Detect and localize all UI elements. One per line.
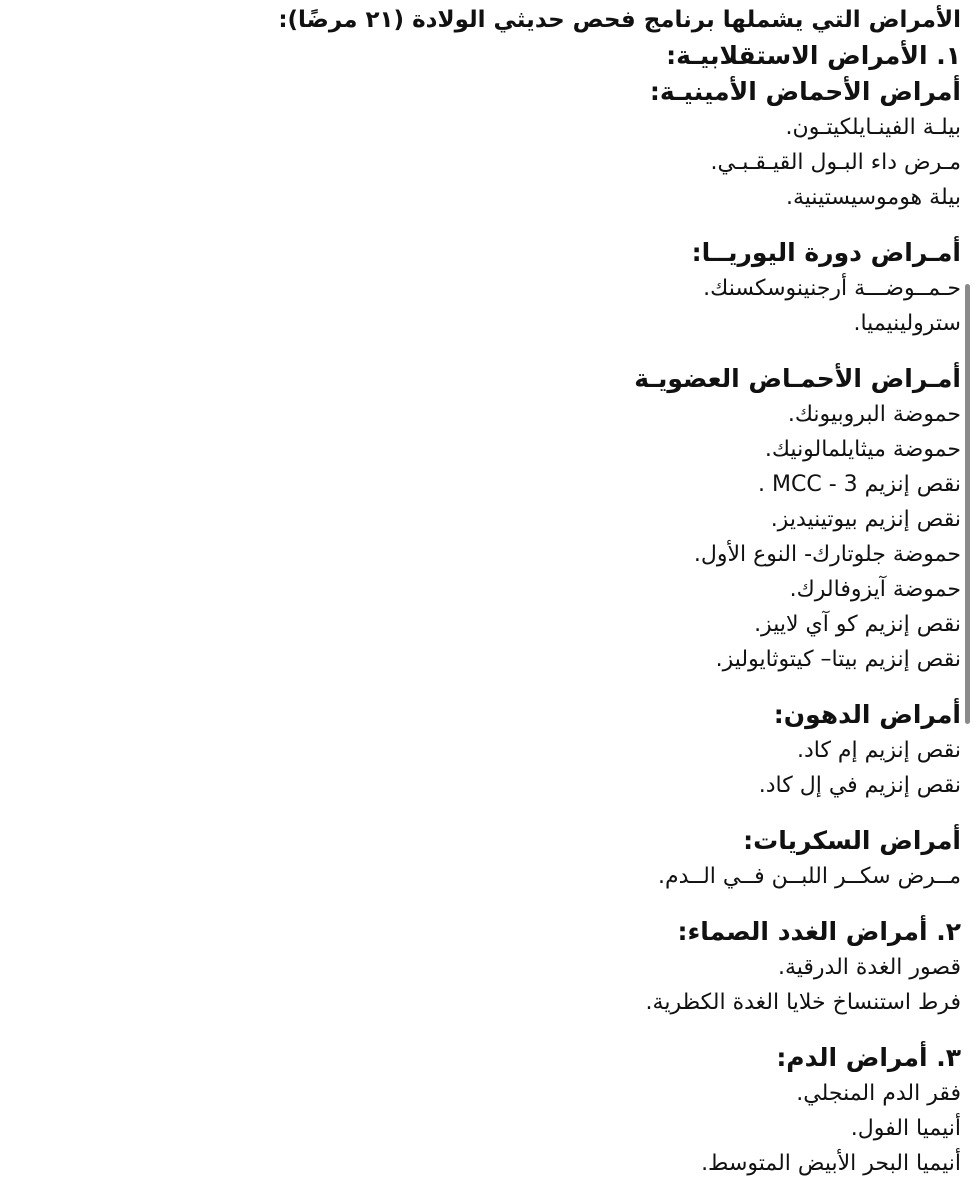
fats-heading: أمراض الدهون: [773,700,961,729]
list-item: قصور الغدة الدرقية. [777,955,961,980]
blood-heading: ٣. أمراض الدم: [776,1043,961,1072]
amino-acids-heading: أمراض الأحماض الأمينيـة: [649,77,961,106]
list-item: فقر الدم المنجلي. [796,1081,961,1106]
fats-group [21,697,961,803]
list-item: نقص إنزيم 3 - MCC . [758,472,961,497]
list-item: حموضة ميثايلمالونيك. [764,437,961,462]
list-item: بيلـة الفينـايلكيتـون. [785,115,961,140]
urea-cycle-group [21,235,961,341]
sugars-heading: أمراض السكريات: [743,826,961,855]
list-item: نقص إنزيم إم كاد. [796,738,961,763]
urea-cycle-heading: أمـراض دورة اليوريــا: [691,238,961,267]
vertical-scrollbar[interactable] [965,284,970,724]
list-item: فرط استنساخ خلايا الغدة الكظرية. [645,990,961,1015]
sugars-group [21,823,961,894]
list-item: أنيميا البحر الأبيض المتوسط. [701,1151,961,1176]
organic-acids-group [21,361,961,677]
organic-acids-heading: أمـراض الأحمـاض العضويـة [634,364,961,393]
amino-acids-group [21,74,961,215]
list-item: نقص إنزيم كو آي لاييز. [754,612,961,637]
list-item: مـرض داء البـول القيـقـبـي. [710,150,961,175]
list-item: أنيميا الفول. [850,1116,961,1141]
list-item: حموضة جلوتارك- النوع الأول. [693,542,961,567]
list-item: حـمــوضـــة أرجنينوسكسنك. [703,276,961,301]
list-item: نقص إنزيم بيتا– كيتوثايوليز. [715,647,961,672]
page-title: الأمراض التي يشملها برنامج فحص حديثي الولادة (٢١ مرضًا): [278,7,961,33]
blood-group [21,1040,961,1181]
list-item: نقص إنزيم بيوتينيديز. [770,507,961,532]
endocrine-heading: ٢. أمراض الغدد الصماء: [677,917,961,946]
list-item: بيلة هوموسيستينية. [786,185,961,210]
list-item: سترولينيميا. [853,311,961,336]
metabolic-heading: ١. الأمراض الاستقلابيـة: [666,41,961,70]
list-item: نقص إنزيم في إل كاد. [758,773,961,798]
list-item: حموضة البروبيونك. [787,402,961,427]
document-page [21,2,961,1181]
list-item: مــرض سكــر اللبــن فــي الــدم. [658,864,961,889]
endocrine-group [21,914,961,1020]
list-item: حموضة آيزوفالرك. [789,577,961,602]
